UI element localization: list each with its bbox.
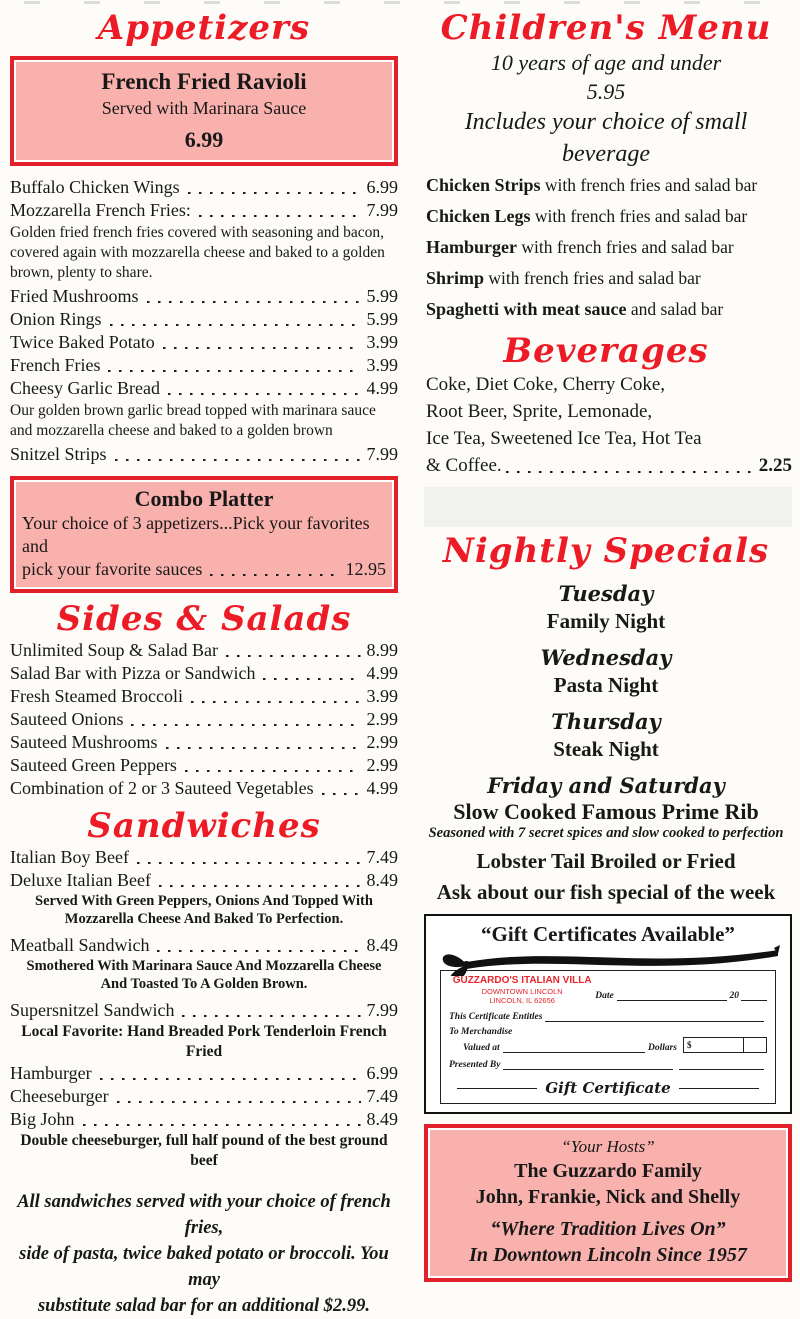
entitles-blank-line [545, 1012, 764, 1022]
dollar-sign: $ [684, 1038, 744, 1052]
item-detail: with french fries and salad bar [540, 175, 758, 195]
entitles-row [449, 1012, 767, 1022]
prime-rib-special: Slow Cooked Famous Prime Rib [453, 799, 759, 824]
menu-item-row [10, 1062, 398, 1085]
item-name: Snitzel Strips [10, 444, 107, 464]
date-label: Date [595, 991, 614, 1001]
item-price: 2.99 [366, 732, 398, 752]
item-name: Buffalo Chicken Wings [10, 177, 180, 197]
beverages-title: Beverages [503, 331, 709, 371]
item-price: 6.99 [366, 1063, 398, 1083]
your-hosts-box [424, 1124, 792, 1282]
sandwiches-title: Sandwiches [87, 806, 321, 846]
item-detail: with french fries and salad bar [530, 206, 748, 226]
item-description: Golden fried french fries covered with seasoning and bacon, covered again with mozzarella cheese and baked to a golden brown, plenty to share. [10, 224, 385, 281]
item-name: Hamburger [426, 237, 517, 257]
item-price: 7.49 [366, 847, 398, 867]
item-name: Twice Baked Potato [10, 332, 155, 352]
item-name: Deluxe Italian Beef [10, 870, 151, 890]
hosts-since: In Downtown Lincoln Since 1957 [469, 1244, 747, 1266]
dot-leader [188, 192, 361, 194]
childrens-item [420, 170, 792, 201]
hosts-family: The Guzzardo Family [514, 1160, 702, 1182]
footnote-line2: side of pasta, twice baked potato or broccoli. You may [19, 1244, 389, 1290]
menu-item-row [10, 308, 398, 331]
dot-leader [108, 370, 360, 372]
dot-leader [157, 950, 360, 952]
menu-item-row [10, 685, 398, 708]
menu-item-row [10, 285, 398, 308]
french-fried-ravioli-box [10, 56, 398, 166]
childrens-item [420, 263, 792, 294]
featured-item-subtitle: Served with Marinara Sauce [101, 98, 307, 118]
item-price: 7.99 [366, 200, 398, 220]
gift-certificates-heading: “Gift Certificates Available” [481, 922, 735, 946]
dot-leader [210, 574, 339, 576]
dollars-label: Dollars [647, 1043, 677, 1053]
dot-leader [226, 655, 361, 657]
menu-item-row [10, 331, 398, 354]
hosts-heading: “Your Hosts” [561, 1137, 655, 1156]
beverages-line: Ice Tea, Sweetened Ice Tea, Hot Tea [426, 428, 702, 449]
hosts-motto: “Where Tradition Lives On” [490, 1218, 726, 1240]
item-description: And Toasted To A Golden Brown. [100, 976, 308, 992]
item-description: Our golden brown garlic bread topped with marinara sauce and mozzarella cheese and baked to a golden brown [10, 402, 376, 439]
presented-blank-line [503, 1060, 673, 1070]
item-price: 4.99 [366, 663, 398, 683]
item-name: Combination of 2 or 3 Sauteed Vegetables [10, 778, 314, 798]
merchandise-label: To Merchandise [449, 1027, 513, 1037]
dot-leader [100, 1078, 361, 1080]
right-column [420, 8, 792, 1319]
scan-artifact-marks [24, 1, 776, 4]
childrens-price: 5.95 [586, 79, 626, 104]
valued-blank-line [503, 1043, 645, 1053]
presented-blank-line-2 [679, 1060, 764, 1070]
special-day: Wednesday [540, 645, 672, 670]
dot-leader [147, 301, 361, 303]
dollar-amount-box [683, 1037, 767, 1053]
item-price: 7.99 [366, 1000, 398, 1020]
item-price: 4.99 [366, 778, 398, 798]
sides-salads-title: Sides & Salads [56, 599, 352, 639]
item-price: 8.99 [366, 640, 398, 660]
item-price: 3.99 [366, 686, 398, 706]
special-name: Pasta Night [553, 673, 659, 697]
item-price: 5.99 [366, 309, 398, 329]
gift-certificate-label: Gift Certificate [545, 1079, 671, 1097]
certificate-header-row [449, 975, 767, 1005]
special-name: Family Night [546, 609, 666, 633]
certificate-footer [449, 1079, 767, 1097]
menu-item-row [10, 731, 398, 754]
item-price: 5.99 [366, 286, 398, 306]
item-name: Big John [10, 1109, 75, 1129]
beverages-line: Root Beer, Sprite, Lemonade, [426, 401, 653, 422]
beverages-price: 2.25 [758, 455, 792, 476]
dot-leader [83, 1124, 361, 1126]
footnote-line3: substitute salad bar for an additional $2.99. [37, 1296, 371, 1316]
menu-item-row [10, 1108, 398, 1131]
item-description: Local Favorite: Hand Breaded Pork Tenderloin French Fried [21, 1023, 387, 1060]
item-price: 6.99 [366, 177, 398, 197]
valued-label: Valued at [463, 1043, 500, 1053]
combo-line2-row [22, 558, 386, 581]
dot-leader [163, 347, 361, 349]
combo-platter-box [10, 476, 398, 593]
dot-leader [185, 770, 361, 772]
item-price: 8.49 [366, 1109, 398, 1129]
item-name: Unlimited Soup & Salad Bar [10, 640, 218, 660]
combo-price: 12.95 [345, 559, 386, 579]
item-description: Mozzarella Cheese And Baked To Perfection. [64, 911, 344, 927]
prime-rib-description: Seasoned with 7 secret spices and slow cooked to perfection [428, 825, 784, 841]
nightly-specials-title: Nightly Specials [442, 531, 770, 571]
item-price: 7.99 [366, 444, 398, 464]
beverages-price-row [420, 452, 792, 479]
menu-item-row [10, 377, 398, 400]
item-name: Cheeseburger [10, 1086, 109, 1106]
business-location: DOWNTOWN LINCOLN [481, 987, 563, 996]
beverages-last-label: & Coffee. [426, 455, 502, 476]
business-identity [449, 975, 595, 1005]
dot-leader [166, 747, 361, 749]
item-name: Sauteed Mushrooms [10, 732, 158, 752]
item-price: 3.99 [366, 332, 398, 352]
item-detail: with french fries and salad bar [516, 237, 734, 257]
fish-special-note: Ask about our fish special of the week [436, 880, 776, 904]
item-price: 4.99 [366, 378, 398, 398]
dot-leader [191, 701, 361, 703]
business-name: GUZZARDO'S ITALIAN VILLA [452, 975, 592, 986]
beverages-line: Coke, Diet Coke, Cherry Coke, [426, 374, 666, 395]
left-column [10, 8, 398, 1319]
item-name: Fried Mushrooms [10, 286, 139, 306]
menu-item-row [10, 754, 398, 777]
menu-item-row [10, 354, 398, 377]
year-prefix: 20 [729, 991, 739, 1001]
combo-line1: Your choice of 3 appetizers...Pick your favorites and [22, 513, 370, 556]
childrens-menu-title: Children's Menu [440, 8, 772, 48]
menu-item-row [10, 777, 398, 800]
sandwich-footnote [10, 1189, 398, 1319]
item-price: 2.99 [366, 755, 398, 775]
item-name: Hamburger [10, 1063, 92, 1083]
item-name: Sauteed Onions [10, 709, 124, 729]
appetizers-title: Appetizers [97, 8, 311, 48]
menu-item-row [10, 708, 398, 731]
item-description: Double cheeseburger, full half pound of the best ground beef [20, 1132, 388, 1169]
combo-title: Combo Platter [134, 486, 274, 511]
menu-item-row [10, 639, 398, 662]
dot-leader [137, 862, 361, 864]
scan-gray-band [424, 487, 792, 527]
item-price: 3.99 [366, 355, 398, 375]
item-name: Shrimp [426, 268, 485, 288]
dot-leader [182, 1015, 360, 1017]
childrens-age-note: 10 years of age and under [490, 50, 722, 75]
footer-rule-left [457, 1088, 537, 1089]
childrens-item [420, 201, 792, 232]
presented-label: Presented By [449, 1060, 501, 1070]
certificate-form [440, 970, 776, 1104]
menu-item-row [10, 176, 398, 199]
lobster-special: Lobster Tail Broiled or Fried [476, 849, 736, 873]
childrens-item [420, 232, 792, 263]
menu-item-row [10, 869, 398, 892]
item-name: Cheesy Garlic Bread [10, 378, 160, 398]
business-address: LINCOLN, IL 62656 [489, 996, 555, 1005]
presented-row [449, 1060, 767, 1070]
dot-leader [131, 724, 360, 726]
dot-leader [117, 1101, 361, 1103]
date-row [595, 975, 767, 1005]
menu-item-row [10, 934, 398, 957]
item-name: Mozzarella French Fries: [10, 200, 191, 220]
featured-item-price: 6.99 [184, 127, 224, 152]
featured-item-name: French Fried Ravioli [101, 69, 307, 94]
special-day: Thursday [551, 709, 661, 734]
menu-item-row [10, 199, 398, 222]
combo-line2: pick your favorite sauces [22, 559, 203, 579]
item-price: 7.49 [366, 1086, 398, 1106]
dot-leader [322, 793, 361, 795]
item-detail: with french fries and salad bar [484, 268, 701, 288]
item-price: 8.49 [366, 935, 398, 955]
childrens-beverage-note: Includes your choice of small beverage [464, 109, 748, 167]
menu-item-row [10, 999, 398, 1022]
hosts-names: John, Frankie, Nick and Shelly [475, 1186, 741, 1208]
menu-item-row [10, 846, 398, 869]
dot-leader [168, 393, 361, 395]
item-name: Chicken Strips [426, 175, 541, 195]
dot-leader [506, 471, 753, 473]
childrens-item [420, 294, 792, 325]
item-name: Supersnitzel Sandwich [10, 1000, 175, 1020]
cents-cell [744, 1038, 766, 1052]
menu-item-row [10, 443, 398, 466]
item-name: Meatball Sandwich [10, 935, 150, 955]
entitles-label: This Certificate Entitles [449, 1012, 543, 1022]
footnote-line1: All sandwiches served with your choice of french fries, [17, 1192, 391, 1238]
menu-item-row [10, 662, 398, 685]
date-blank-line [617, 991, 727, 1001]
item-name: Spaghetti with meat sauce [426, 299, 627, 319]
gift-certificate-box [424, 914, 792, 1114]
item-price: 2.99 [366, 709, 398, 729]
valued-row [449, 1037, 767, 1053]
item-name: French Fries [10, 355, 101, 375]
dot-leader [159, 885, 361, 887]
item-name: Sauteed Green Peppers [10, 755, 177, 775]
item-name: Chicken Legs [426, 206, 531, 226]
dot-leader [199, 215, 361, 217]
item-detail: and salad bar [626, 299, 724, 319]
item-description: Smothered With Marinara Sauce And Mozzarella Cheese [26, 958, 382, 974]
menu-item-row [10, 1085, 398, 1108]
dot-leader [110, 324, 361, 326]
weekend-day: Friday and Saturday [487, 773, 725, 798]
special-day: Tuesday [558, 581, 654, 606]
item-name: Fresh Steamed Broccoli [10, 686, 183, 706]
year-blank-line [741, 991, 767, 1001]
item-price: 8.49 [366, 870, 398, 890]
item-name: Italian Boy Beef [10, 847, 129, 867]
item-name: Onion Rings [10, 309, 102, 329]
dot-leader [115, 459, 361, 461]
footer-rule-right [679, 1088, 759, 1089]
special-name: Steak Night [553, 737, 659, 761]
dot-leader [263, 678, 360, 680]
item-description: Served With Green Peppers, Onions And Topped With [35, 893, 373, 909]
item-name: Salad Bar with Pizza or Sandwich [10, 663, 256, 683]
